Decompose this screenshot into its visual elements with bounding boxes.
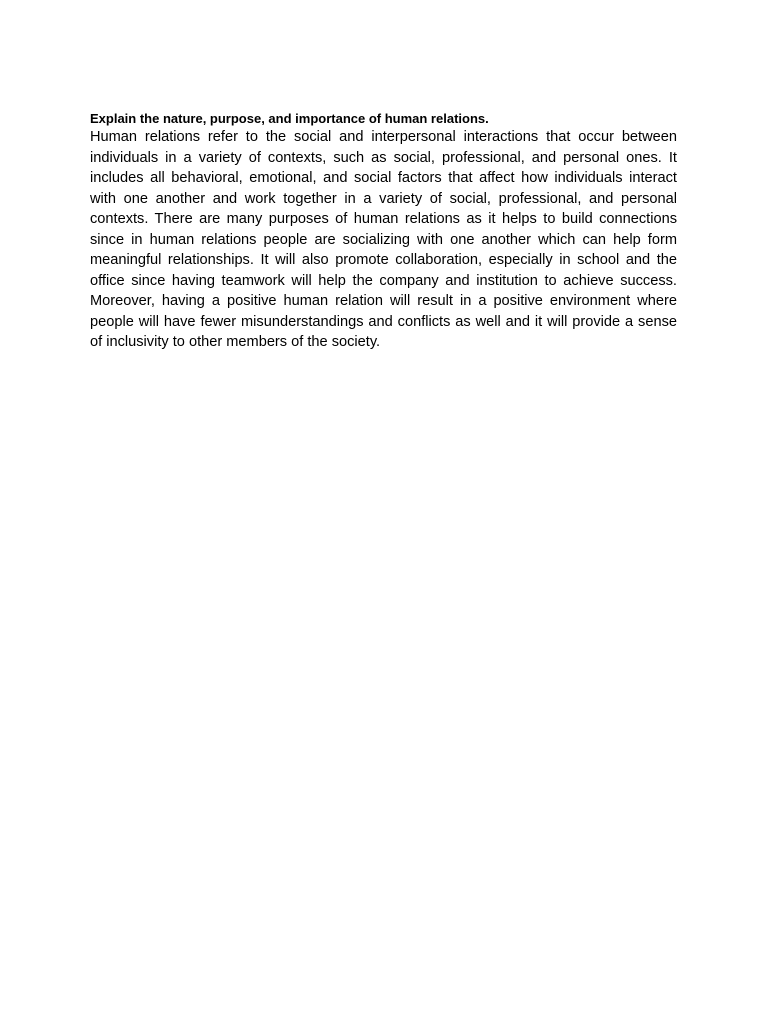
answer-paragraph: Human relations refer to the social and interpersonal interactions that occur between individuals in a variety of contexts, such as social, professional, and personal ones. It includes all behavioral, emotional, and social factors that affect how individuals interact with one another and work together in a variety of social, professional, and personal contexts. There are many purposes of human relations as it helps to build connections since in human relations people are socializing with one another which can help form meaningful relationships. It will also promote collaboration, especially in school and the office since having teamwork will help the company and institution to achieve success. Moreover, having a positive human relation will result in a positive environment where people will have fewer misunderstandings and conflicts as well and it will provide a sense of inclusivity to other members of the society.: [90, 129, 677, 350]
question-heading: Explain the nature, purpose, and importance of human relations.: [90, 111, 489, 126]
document-body: [90, 110, 677, 353]
